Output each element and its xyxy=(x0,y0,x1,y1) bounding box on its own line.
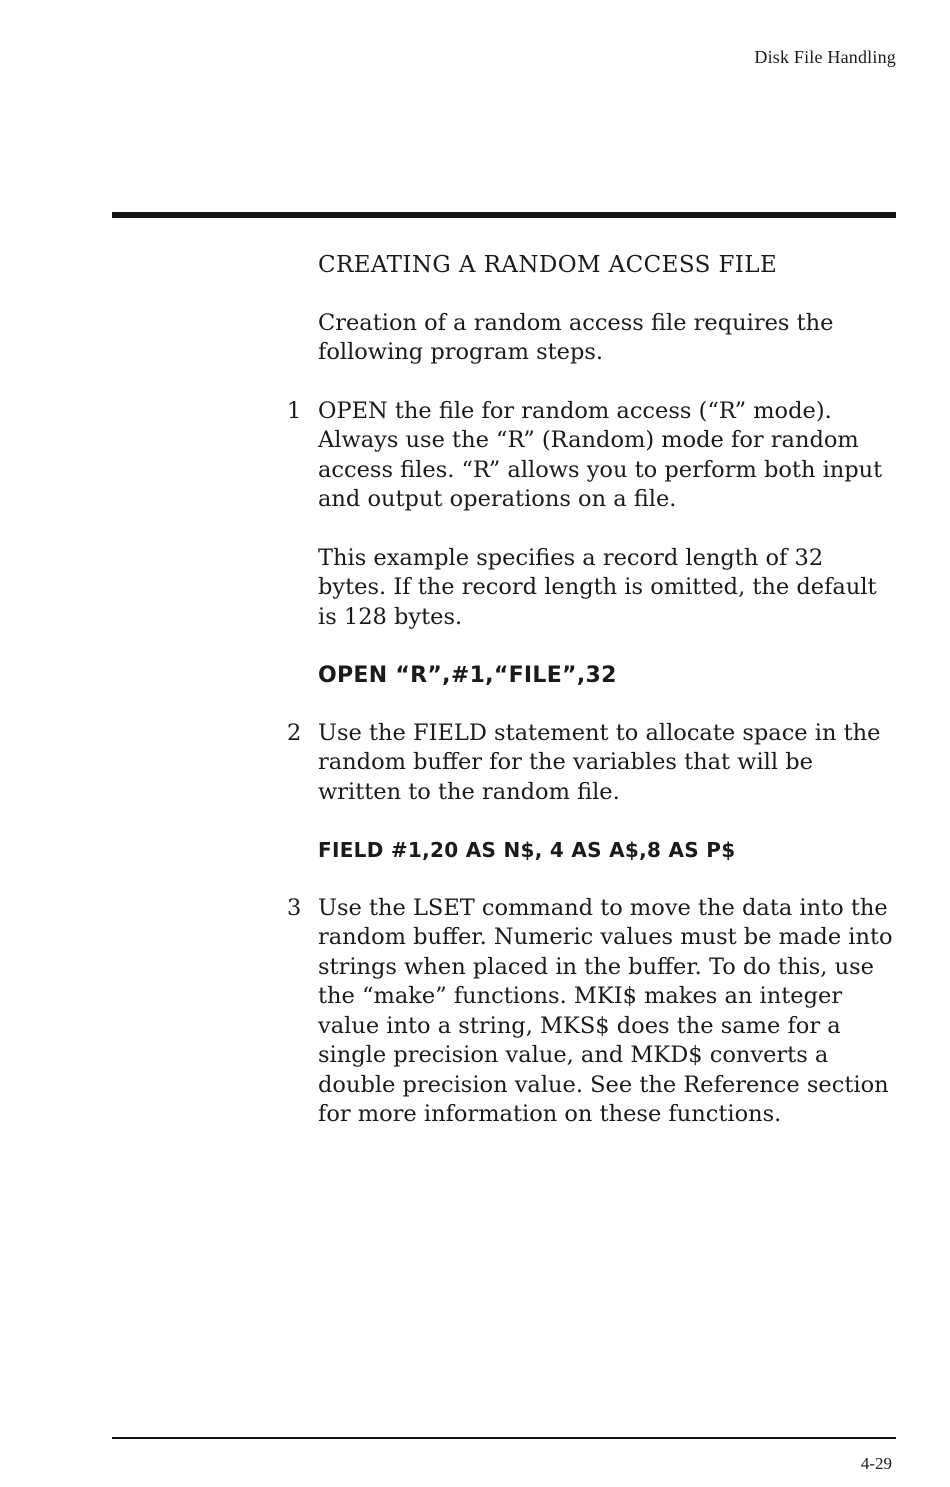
step-text: Use the FIELD statement to allocate space in the random buffer for the variables that will be written to the random file. xyxy=(318,719,881,805)
intro-paragraph: Creation of a random access file requires the following program steps. xyxy=(318,309,834,365)
step-1 xyxy=(287,397,898,515)
step-1-note: This example specifies a record length of 32 bytes. If the record length is omitted, the default is 128 bytes. xyxy=(318,544,877,630)
section-heading: CREATING A RANDOM ACCESS FILE xyxy=(318,252,778,278)
running-header: Disk File Handling xyxy=(754,47,896,67)
step-number: 3 xyxy=(287,894,302,921)
main-content xyxy=(287,251,898,1159)
footer-rule xyxy=(112,1437,896,1439)
step-2 xyxy=(287,719,898,808)
step-number: 2 xyxy=(287,719,302,746)
code-example-open: OPEN “R”,#1,“FILE”,32 xyxy=(318,663,617,688)
step-number: 1 xyxy=(287,397,302,424)
code-example-field: FIELD #1,20 AS N$, 4 AS A$,8 AS P$ xyxy=(318,838,736,862)
step-text: OPEN the file for random access (“R” mode). Always use the “R” (Random) mode for random access files. “R” allows you to perform both input and output operations on a file. xyxy=(318,397,883,512)
step-text: Use the LSET command to move the data into the random buffer. Numeric values must be made into strings when placed in the buffer. To do this, use the “make” functions. MKI$ makes an integer value into a string, MKS$ does the same for a single precision value, and MKD$ converts a double precision value. See the Reference section for more information on these functions. xyxy=(318,894,893,1127)
step-3 xyxy=(287,894,898,1130)
header-rule xyxy=(112,212,896,218)
page-number: 4-29 xyxy=(860,1454,892,1473)
